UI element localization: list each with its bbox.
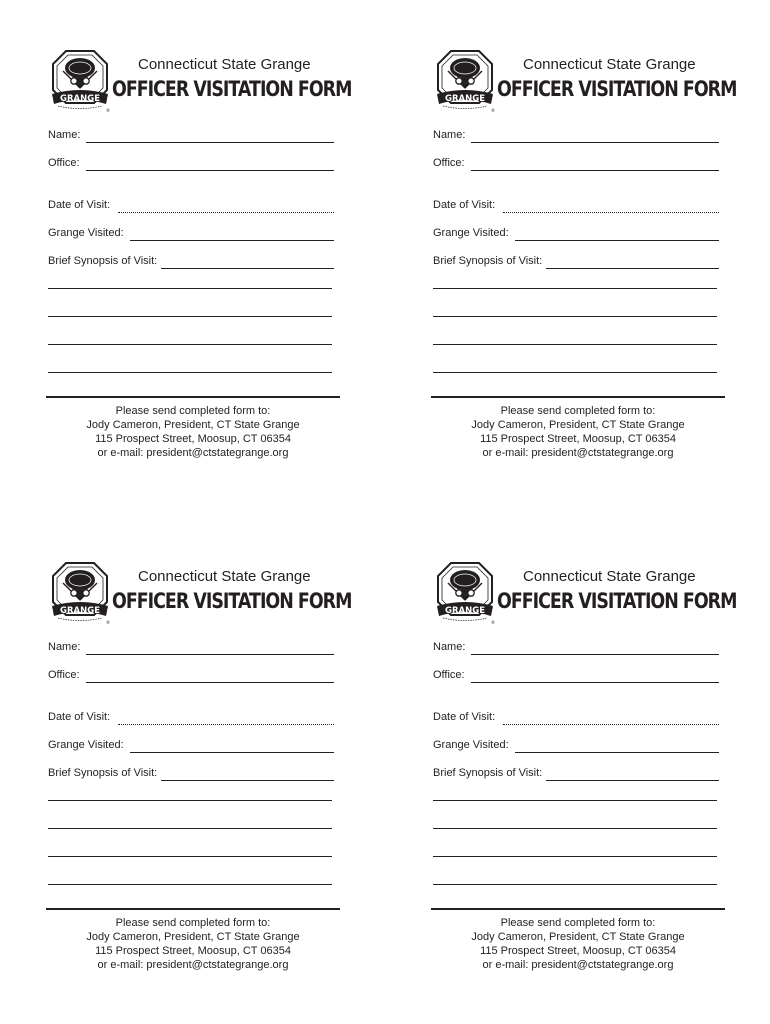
name-field[interactable] [48, 129, 338, 145]
grange-logo [50, 560, 110, 628]
date-field[interactable] [433, 711, 723, 727]
name-line[interactable] [86, 654, 334, 655]
org-name: Connecticut State Grange [523, 56, 696, 73]
synopsis-field[interactable] [48, 767, 338, 783]
office-line[interactable] [471, 170, 719, 171]
send-recipient: Jody Cameron, President, CT State Grange [471, 419, 685, 431]
send-address: 115 Prospect Street, Moosup, CT 06354 [480, 433, 676, 445]
grange-logo [435, 48, 495, 116]
date-label: Date of Visit: [433, 199, 496, 211]
svg-text:GRANGE: GRANGE [445, 94, 485, 104]
name-label: Name: [433, 641, 466, 653]
grange-visited-field[interactable] [48, 227, 338, 243]
grange-visited-label: Grange Visited: [433, 227, 509, 239]
divider [46, 396, 340, 398]
svg-text:GRANGE: GRANGE [445, 606, 485, 616]
svg-text:®: ® [106, 620, 110, 625]
send-instructions [46, 404, 340, 460]
date-line[interactable] [118, 212, 334, 213]
date-label: Date of Visit: [48, 711, 111, 723]
send-email: or e-mail: president@ctstategrange.org [97, 447, 289, 459]
synopsis-line[interactable] [546, 268, 719, 269]
form-title: OFFICER VISITATION FORM [497, 77, 737, 101]
synopsis-label: Brief Synopsis of Visit: [48, 255, 158, 267]
org-name: Connecticut State Grange [138, 56, 311, 73]
svg-text:®: ® [491, 620, 495, 625]
date-line[interactable] [118, 724, 334, 725]
svg-text:®: ® [491, 108, 495, 113]
synopsis-blank-line[interactable] [433, 828, 717, 829]
form-title: OFFICER VISITATION FORM [112, 589, 352, 613]
date-label: Date of Visit: [48, 199, 111, 211]
date-line[interactable] [503, 724, 719, 725]
date-field[interactable] [48, 711, 338, 727]
send-recipient: Jody Cameron, President, CT State Grange [86, 931, 300, 943]
name-label: Name: [48, 641, 81, 653]
divider [431, 396, 725, 398]
synopsis-blank-line[interactable] [433, 288, 717, 289]
synopsis-label: Brief Synopsis of Visit: [433, 255, 543, 267]
svg-text:GRANGE: GRANGE [60, 606, 100, 616]
send-email: or e-mail: president@ctstategrange.org [482, 959, 674, 971]
divider [46, 908, 340, 910]
send-email: or e-mail: president@ctstategrange.org [482, 447, 674, 459]
form-title: OFFICER VISITATION FORM [497, 589, 737, 613]
office-field[interactable] [48, 157, 338, 173]
name-field[interactable] [48, 641, 338, 657]
grange-visited-line[interactable] [515, 752, 719, 753]
date-field[interactable] [48, 199, 338, 215]
send-heading: Please send completed form to: [500, 405, 656, 417]
synopsis-line[interactable] [161, 268, 334, 269]
office-field[interactable] [48, 669, 338, 685]
synopsis-line[interactable] [161, 780, 334, 781]
synopsis-blank-line[interactable] [433, 344, 717, 345]
org-name: Connecticut State Grange [523, 568, 696, 585]
office-label: Office: [48, 157, 80, 169]
synopsis-blank-line[interactable] [48, 856, 332, 857]
svg-text:®: ® [106, 108, 110, 113]
grange-visited-line[interactable] [130, 752, 334, 753]
office-label: Office: [48, 669, 80, 681]
date-line[interactable] [503, 212, 719, 213]
grange-logo [435, 560, 495, 628]
send-address: 115 Prospect Street, Moosup, CT 06354 [95, 433, 291, 445]
synopsis-label: Brief Synopsis of Visit: [433, 767, 543, 779]
visitation-form-top-right [431, 46, 737, 486]
synopsis-field[interactable] [48, 255, 338, 271]
synopsis-blank-line[interactable] [48, 288, 332, 289]
grange-visited-field[interactable] [48, 739, 338, 755]
send-heading: Please send completed form to: [115, 917, 271, 929]
name-field[interactable] [433, 641, 723, 657]
form-title: OFFICER VISITATION FORM [112, 77, 352, 101]
send-instructions [431, 916, 725, 972]
send-instructions [46, 916, 340, 972]
synopsis-field[interactable] [433, 255, 723, 271]
org-name: Connecticut State Grange [138, 568, 311, 585]
office-label: Office: [433, 669, 465, 681]
office-field[interactable] [433, 669, 723, 685]
synopsis-blank-line[interactable] [433, 316, 717, 317]
synopsis-blank-line[interactable] [48, 372, 332, 373]
synopsis-blank-line[interactable] [433, 372, 717, 373]
office-line[interactable] [86, 170, 334, 171]
name-field[interactable] [433, 129, 723, 145]
send-recipient: Jody Cameron, President, CT State Grange [86, 419, 300, 431]
visitation-form-bottom-left [46, 558, 352, 998]
office-field[interactable] [433, 157, 723, 173]
synopsis-label: Brief Synopsis of Visit: [48, 767, 158, 779]
date-label: Date of Visit: [433, 711, 496, 723]
name-line[interactable] [86, 142, 334, 143]
name-line[interactable] [471, 142, 719, 143]
office-line[interactable] [471, 682, 719, 683]
grange-visited-label: Grange Visited: [433, 739, 509, 751]
synopsis-blank-line[interactable] [48, 828, 332, 829]
synopsis-blank-line[interactable] [48, 884, 332, 885]
grange-visited-field[interactable] [433, 739, 723, 755]
grange-visited-line[interactable] [515, 240, 719, 241]
grange-logo [50, 48, 110, 116]
send-heading: Please send completed form to: [115, 405, 271, 417]
synopsis-line[interactable] [546, 780, 719, 781]
grange-visited-label: Grange Visited: [48, 227, 124, 239]
name-label: Name: [48, 129, 81, 141]
grange-visited-label: Grange Visited: [48, 739, 124, 751]
grange-visited-line[interactable] [130, 240, 334, 241]
send-heading: Please send completed form to: [500, 917, 656, 929]
send-address: 115 Prospect Street, Moosup, CT 06354 [480, 945, 676, 957]
send-recipient: Jody Cameron, President, CT State Grange [471, 931, 685, 943]
name-label: Name: [433, 129, 466, 141]
office-label: Office: [433, 157, 465, 169]
name-line[interactable] [471, 654, 719, 655]
divider [431, 908, 725, 910]
office-line[interactable] [86, 682, 334, 683]
visitation-form-bottom-right [431, 558, 737, 998]
svg-text:GRANGE: GRANGE [60, 94, 100, 104]
synopsis-blank-line[interactable] [48, 800, 332, 801]
synopsis-blank-line[interactable] [433, 884, 717, 885]
date-field[interactable] [433, 199, 723, 215]
synopsis-blank-line[interactable] [48, 316, 332, 317]
visitation-form-top-left [46, 46, 352, 486]
send-instructions [431, 404, 725, 460]
synopsis-blank-line[interactable] [48, 344, 332, 345]
grange-visited-field[interactable] [433, 227, 723, 243]
send-address: 115 Prospect Street, Moosup, CT 06354 [95, 945, 291, 957]
send-email: or e-mail: president@ctstategrange.org [97, 959, 289, 971]
synopsis-blank-line[interactable] [433, 856, 717, 857]
synopsis-field[interactable] [433, 767, 723, 783]
synopsis-blank-line[interactable] [433, 800, 717, 801]
